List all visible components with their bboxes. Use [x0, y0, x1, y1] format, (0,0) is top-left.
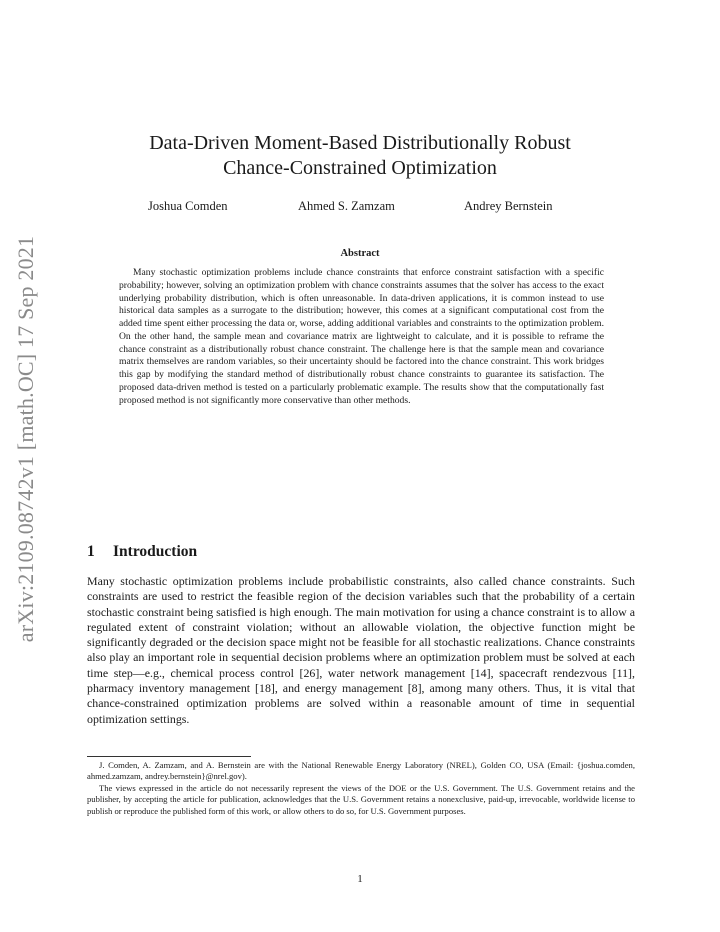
author-name: Ahmed S. Zamzam	[298, 199, 395, 213]
section-title: Introduction	[113, 543, 198, 560]
arxiv-identifier-text: arXiv:2109.08742v1 [math.OC] 17 Sep 2021	[13, 235, 38, 643]
introduction-paragraph: Many stochastic optimization problems include probabilistic constraints, also called chance constraints. Such constraints are used to restrict the feasible region of the decision variables such that the probability of a certain stochastic constraint being satisfied is high enough. The main motivation for using a chance constraint is to allow a regulated extent of constraint violation; without an allowable violation, the objective function might be significantly degraded or the decision space might not be feasible for all stochastic realizations. Chance constraints also play an important role in sequential decision problems where an optimization problem must be solved at each time step—e.g., chemical process control [26], water network management [14], spacecraft rendezvous [11], pharmacy inventory management [18], and energy management [8], among many others. Thus, it is vital that chance-constrained optimization problems are solved within a reasonable amount of time in sequential optimization settings.	[87, 574, 635, 726]
section-number: 1	[87, 543, 95, 560]
footnote-divider	[87, 756, 251, 757]
footnote-disclaimer: The views expressed in the article do not necessarily represent the views of the DOE or the U.S. Government. The U.S. Government retains and the publisher, by accepting the article for publication, acknowledges that the U.S. Government retains a nonexclusive, paid-up, irrevocable, worldwide license to publish or reproduce the published form of this work, or allow others to do so, for U.S. Government purposes.	[87, 783, 635, 816]
title-line-2: Chance-Constrained Optimization	[223, 157, 497, 179]
page-number: 1	[357, 873, 363, 885]
abstract-heading: Abstract	[340, 248, 380, 259]
arxiv-identifier	[6, 236, 46, 642]
author-name: Joshua Comden	[148, 199, 228, 213]
section-heading	[87, 543, 197, 561]
abstract-text: Many stochastic optimization problems include chance constraints that enforce constraint satisfaction with a specific probability; however, solving an optimization problem with chance constraints assumes that the solver has access to the exact underlying probability distribution, which is often unreasonable. In data-driven applications, it is common instead to use historical data samples as a surrogate to the distribution; however, this comes at a significant computational cost from the added time spent either processing the data or, worse, adding additional variables and constraints to the optimization problem. On the other hand, the sample mean and covariance matrix are lightweight to calculate, and it is possible to reframe the chance constraint as a distributionally robust chance constraint. The challenge here is that the sample mean and covariance matrix themselves are random variables, so their uncertainty should be factored into the chance constraint. This work bridges this gap by modifying the standard method of distributionally robust chance constraints to guarantee its satisfaction. The proposed data-driven method is tested on a particularly problematic example. The results show that the computationally fast proposed method is not significantly more conservative than other methods.	[119, 267, 604, 406]
title-line-1: Data-Driven Moment-Based Distributionally Robust	[149, 132, 571, 154]
author-name: Andrey Bernstein	[464, 199, 553, 213]
author-list	[0, 199, 720, 215]
paper-title	[100, 131, 620, 181]
footnote-affiliation: J. Comden, A. Zamzam, and A. Bernstein are with the National Renewable Energy Laboratory (NREL), Golden CO, USA (Email: {joshua.comden, ahmed.zamzam, andrey.bernstein}@nrel.gov).	[87, 760, 635, 782]
